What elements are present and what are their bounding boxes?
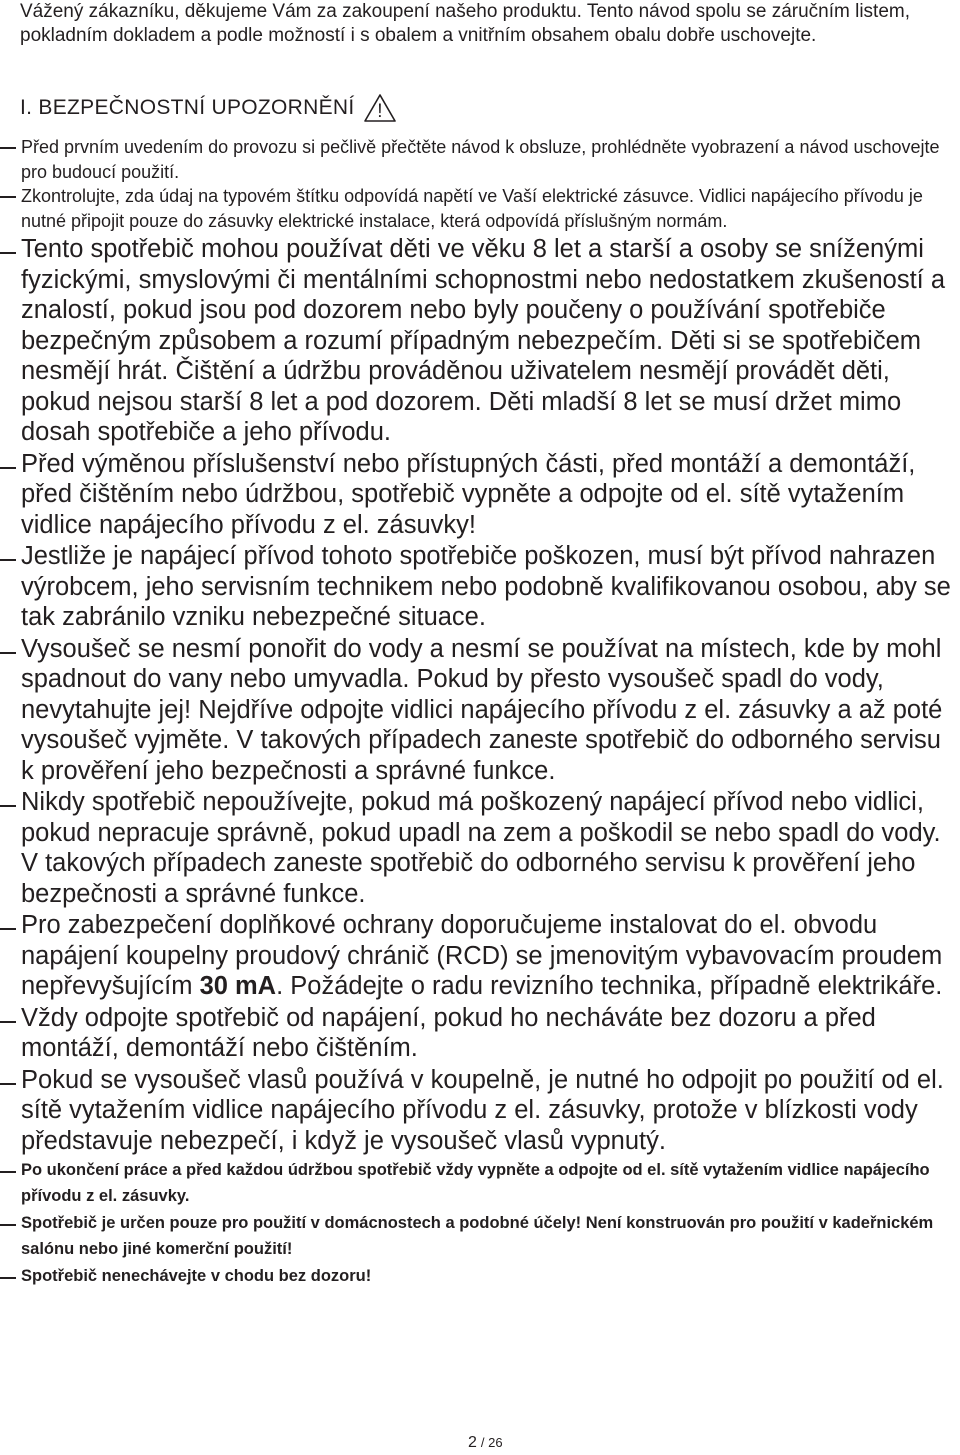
- intro-paragraph: Vážený zákazníku, děkujeme Vám za zakoupení našeho produktu. Tento návod spolu se záručním listem, pokladním dokladem a podle možností i s obalem a vnitřním obsahem obalu dobře uschovejte.: [20, 1, 910, 46]
- list-item-text: Tento spotřebič mohou používat děti ve věku 8 let a starší a osoby se sníženými fyzickými, smyslovými či mentálními schopnostmi nebo nedostatkem zkušeností a znalostí, pokud jsou pod dozorem nebo byly poučeny o používání spotřebiče bezpečným způsobem a rozumí případným nebezpečím. Děti si se spotřebičem nesmějí hrát. Čištění a údržbu prováděnou uživatelem nesmějí provádět děti, pokud nejsou starší 8 let a pod dozorem. Děti mladší 8 let se musí držet mimo dosah spotřebiče a jeho přívodu.: [21, 235, 946, 446]
- list-item: [0, 541, 960, 633]
- dash-bullet: [0, 805, 16, 807]
- list-item: [0, 634, 960, 787]
- list-item: [0, 910, 960, 1002]
- list-item: [0, 184, 960, 233]
- list-item-text: Spotřebič je určen pouze pro použití v domácnostech a podobné účely! Není konstruován pro použití v kadeřnickém salónu nebo jiné komerční použití!: [21, 1214, 934, 1258]
- list-item-text: Zkontrolujte, zda údaj na typovém štítku odpovídá napětí ve Vaší elektrické zásuvce. Vidlici napájecího přívodu je nutné připojit pouze do zásuvky elektrické instalace, která odpovídá příslušným normám.: [21, 186, 923, 231]
- section-heading-text: I. BEZPEČNOSTNÍ UPOZORNĚNÍ: [20, 96, 355, 119]
- list-item-text-part: . Požádejte o radu revizního technika, případně elektrikáře.: [276, 972, 943, 1000]
- list-item-text: Před prvním uvedením do provozu si pečlivě přečtěte návod k obsluze, prohlédněte vyobrazení a návod uschovejte pro budoucí použití.: [21, 137, 940, 182]
- list-item: [0, 234, 960, 448]
- total-pages: / 26: [480, 1435, 503, 1450]
- dash-bullet: [0, 467, 16, 469]
- dash-bullet: [0, 1277, 16, 1279]
- list-item-text: Pokud se vysoušeč vlasů používá v koupelně, je nutné ho odpojit po použití od el. sítě vytažením vidlice napájecího přívodu z el. zásuvky, protože v blízkosti vody představuje nebezpečí, i když je vysoušeč vlasů vypnutý.: [21, 1065, 944, 1155]
- svg-text:!: !: [376, 101, 383, 122]
- list-item-text: Vždy odpojte spotřebič od napájení, pokud ho necháváte bez dozoru a před montáží, demontáží nebo čištěním.: [21, 1003, 876, 1062]
- list-item: [0, 1211, 960, 1262]
- current-page: 2: [468, 1434, 477, 1451]
- list-item-text: Vysoušeč se nesmí ponořit do vody a nesmí se používat na místech, kde by mohl spadnout do vany nebo umyvadla. Pokud by přesto vysoušeč spadl do vody, nevytahujte jej! Nejdříve odpojte vidlici napájecího přívodu z el. zásuvky a až poté vysoušeč vyjměte. V takových případech zaneste spotřebič do odborného servisu k prověření jeho bezpečnosti a správné funkce.: [21, 634, 943, 785]
- list-item-text: Spotřebič nenechávejte v chodu bez dozoru!: [21, 1267, 372, 1285]
- list-item: [0, 1158, 960, 1209]
- dash-bullet: [0, 1083, 16, 1085]
- list-item: [0, 135, 960, 184]
- safety-warnings-list: [0, 135, 960, 1290]
- list-item: [0, 787, 960, 909]
- list-item-text: Nikdy spotřebič nepoužívejte, pokud má poškozený napájecí přívod nebo vidlici, pokud nepracuje správně, pokud upadl na zem a poškodil se nebo spadl do vody. V takových případech zaneste spotřebič do odborného servisu k prověření jeho bezpečnosti a správné funkce.: [21, 788, 941, 908]
- dash-bullet: [0, 1224, 16, 1226]
- dash-bullet: [0, 196, 16, 198]
- list-item-text: Po ukončení práce a před každou údržbou spotřebič vždy vypněte a odpojte od el. sítě vytažením vidlice napájecího přívodu z el. zásuvky.: [21, 1161, 930, 1205]
- warning-triangle-icon: [363, 93, 397, 123]
- section-heading: [20, 93, 397, 123]
- list-item: [0, 1065, 960, 1157]
- dash-bullet: [0, 1171, 16, 1173]
- list-item: [0, 1003, 960, 1064]
- list-item-text: Před výměnou příslušenství nebo přístupných části, před montáží a demontáží, před čištěním nebo údržbou, spotřebič vypněte a odpojte od el. sítě vytažením vidlice napájecího přívodu z el. zásuvky!: [21, 449, 916, 539]
- dash-bullet: [0, 1021, 16, 1023]
- list-item-text: Jestliže je napájecí přívod tohoto spotřebiče poškozen, musí být přívod nahrazen výrobcem, jeho servisním technikem nebo podobně kvalifikovanou osobou, aby se tak zabránilo vzniku nebezpečné situace.: [21, 542, 951, 631]
- dash-bullet: [0, 252, 16, 254]
- dash-bullet: [0, 652, 16, 654]
- list-item: [0, 449, 960, 541]
- page-number: [468, 1434, 503, 1452]
- dash-bullet: [0, 559, 16, 561]
- dash-bullet: [0, 928, 16, 930]
- rcd-current-value: 30 mA: [199, 972, 277, 1000]
- dash-bullet: [0, 147, 16, 149]
- list-item: [0, 1264, 960, 1290]
- list-item-text-part: Pro zabezpečení doplňkové ochrany doporučujeme instalovat do el. obvodu napájení koupelny proudový chránič (RCD) se jmenovitým vybavovacím proudem nepřevyšujícím: [21, 911, 943, 1000]
